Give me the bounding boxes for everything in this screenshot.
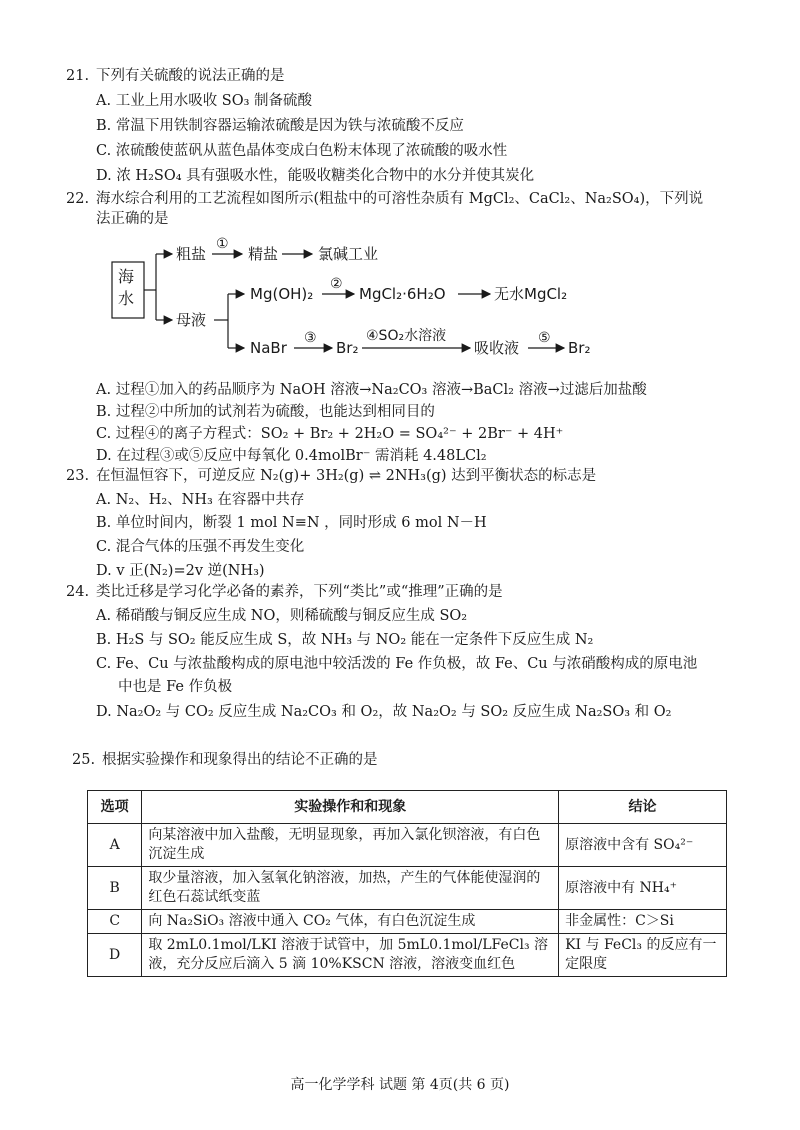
table-row bbox=[88, 934, 727, 977]
question-23 bbox=[66, 466, 596, 486]
row-option: A bbox=[88, 824, 142, 867]
bromine-a: Br₂ bbox=[336, 339, 359, 357]
table-row bbox=[88, 910, 727, 934]
nabr: NaBr bbox=[250, 339, 287, 357]
row-conclusion: KI 与 FeCl₃ 的反应有一定限度 bbox=[559, 934, 727, 977]
question-21 bbox=[66, 66, 285, 86]
question-stem: 类比迁移是学习化学必备的素养，下列“类比”或“推理”正确的是 bbox=[96, 584, 503, 600]
anhydrous-mgcl2: 无水MgCl₂ bbox=[494, 285, 568, 303]
question-stem: 根据实验操作和现象得出的结论不正确的是 bbox=[102, 752, 378, 768]
question-number: 25. bbox=[72, 752, 96, 768]
crude-salt: 粗盐 bbox=[176, 245, 207, 263]
bromine-b: Br₂ bbox=[568, 339, 591, 357]
seawater-label-bottom: 水 bbox=[118, 289, 135, 308]
row-operation: 取 2mL0.1mol/LKI 溶液于试管中，加 5mL0.1mol/LFeCl₃ 溶液，充分反应后滴入 5 滴 10%KSCN 溶液，溶液变血红色 bbox=[142, 934, 559, 977]
header-conclusion: 结论 bbox=[559, 791, 727, 824]
mgcl2-hexahydrate: MgCl₂·6H₂O bbox=[359, 285, 446, 303]
option-a: A. N₂、H₂、NH₃ 在容器中共存 bbox=[96, 492, 305, 508]
chlor-alkali-industry: 氯碱工业 bbox=[318, 245, 379, 263]
row-operation: 取少量溶液，加入氢氧化钠溶液，加热，产生的气体能使湿润的红色石蕊试纸变蓝 bbox=[142, 867, 559, 910]
step-3-label: ③ bbox=[304, 330, 317, 346]
option-c: C. 过程④的离子方程式：SO₂ + Br₂ + 2H₂O = SO₄²⁻ + 2Br⁻ + 4H⁺ bbox=[96, 426, 564, 442]
question-number: 23. bbox=[66, 468, 90, 484]
refined-salt: 精盐 bbox=[248, 245, 279, 263]
option-a: A. 稀硝酸与铜反应生成 NO，则稀硫酸与铜反应生成 SO₂ bbox=[96, 608, 468, 624]
experiment-table bbox=[87, 790, 727, 977]
option-d: D. Na₂O₂ 与 CO₂ 反应生成 Na₂CO₃ 和 O₂，故 Na₂O₂ 与 SO₂ 反应生成 Na₂SO₃ 和 O₂ bbox=[96, 704, 672, 720]
absorbent-liquid: 吸收液 bbox=[474, 339, 520, 357]
option-c: C. Fe、Cu 与浓盐酸构成的原电池中较活泼的 Fe 作负极，故 Fe、Cu 与浓硝酸构成的原电池 bbox=[96, 656, 698, 672]
question-number: 21. bbox=[66, 68, 90, 84]
header-option: 选项 bbox=[88, 791, 142, 824]
question-24 bbox=[66, 582, 503, 602]
header-operation: 实验操作和和现象 bbox=[142, 791, 559, 824]
question-stem: 在恒温恒容下，可逆反应 N₂(g)+ 3H₂(g) ⇌ 2NH₃(g) 达到平衡状态的标志是 bbox=[96, 468, 597, 484]
option-d: D. 在过程③或⑤反应中每氧化 0.4molBr⁻ 需消耗 4.48LCl₂ bbox=[96, 448, 487, 464]
option-c: C. 浓硫酸使蓝矾从蓝色晶体变成白色粉末体现了浓硫酸的吸水性 bbox=[96, 143, 508, 159]
option-d: D. v 正(N₂)=2v 逆(NH₃) bbox=[96, 563, 265, 579]
question-number: 22. bbox=[66, 191, 90, 207]
option-b: B. H₂S 与 SO₂ 能反应生成 S，故 NH₃ 与 NO₂ 能在一定条件下反应生成 N₂ bbox=[96, 632, 594, 648]
option-b: B. 常温下用铁制容器运输浓硫酸是因为铁与浓硫酸不反应 bbox=[96, 118, 464, 134]
option-c: C. 混合气体的压强不再发生变化 bbox=[96, 539, 305, 555]
step-4-label: ④SO₂水溶液 bbox=[366, 328, 447, 344]
table-row bbox=[88, 867, 727, 910]
mgoh2: Mg(OH)₂ bbox=[250, 285, 314, 303]
question-number: 24. bbox=[66, 584, 90, 600]
row-option: C bbox=[88, 910, 142, 934]
option-d: D. 浓 H₂SO₄ 具有强吸水性，能吸收糖类化合物中的水分并使其炭化 bbox=[96, 168, 535, 184]
page-footer: 高一化学学科 试题 第 4页(共 6 页) bbox=[290, 1077, 510, 1093]
question-stem: 海水综合利用的工艺流程如图所示(粗盐中的可溶性杂质有 MgCl₂、CaCl₂、Na₂SO₄)，下列说 bbox=[96, 191, 704, 207]
table-row bbox=[88, 824, 727, 867]
step-2-label: ② bbox=[330, 276, 343, 292]
row-conclusion: 原溶液中含有 SO₄²⁻ bbox=[559, 824, 727, 867]
question-22 bbox=[66, 189, 703, 209]
row-operation: 向 Na₂SiO₃ 溶液中通入 CO₂ 气体，有白色沉淀生成 bbox=[142, 910, 559, 934]
row-option: B bbox=[88, 867, 142, 910]
step-5-label: ⑤ bbox=[538, 330, 551, 346]
option-a: A. 过程①加入的药品顺序为 NaOH 溶液→Na₂CO₃ 溶液→BaCl₂ 溶液→过滤后加盐酸 bbox=[96, 382, 647, 398]
mother-liquor: 母液 bbox=[176, 311, 207, 329]
seawater-label-top: 海 bbox=[118, 267, 135, 286]
question-25 bbox=[72, 750, 378, 770]
row-conclusion: 原溶液中有 NH₄⁺ bbox=[559, 867, 727, 910]
row-operation: 向某溶液中加入盐酸，无明显现象，再加入氯化钡溶液，有白色沉淀生成 bbox=[142, 824, 559, 867]
table-header-row bbox=[88, 791, 727, 824]
step-1-label: ① bbox=[216, 236, 229, 252]
option-b: B. 单位时间内，断裂 1 mol N≡N ，同时形成 6 mol N－H bbox=[96, 515, 487, 531]
row-option: D bbox=[88, 934, 142, 977]
row-conclusion: 非金属性：C＞Si bbox=[559, 910, 727, 934]
option-b: B. 过程②中所加的试剂若为硫酸，也能达到相同目的 bbox=[96, 404, 435, 420]
process-flow-diagram bbox=[110, 232, 630, 372]
option-c-continued: 中也是 Fe 作负极 bbox=[118, 679, 233, 695]
question-stem-continued: 法正确的是 bbox=[96, 211, 169, 227]
option-a: A. 工业上用水吸收 SO₃ 制备硫酸 bbox=[96, 93, 313, 109]
question-stem: 下列有关硫酸的说法正确的是 bbox=[96, 68, 285, 84]
